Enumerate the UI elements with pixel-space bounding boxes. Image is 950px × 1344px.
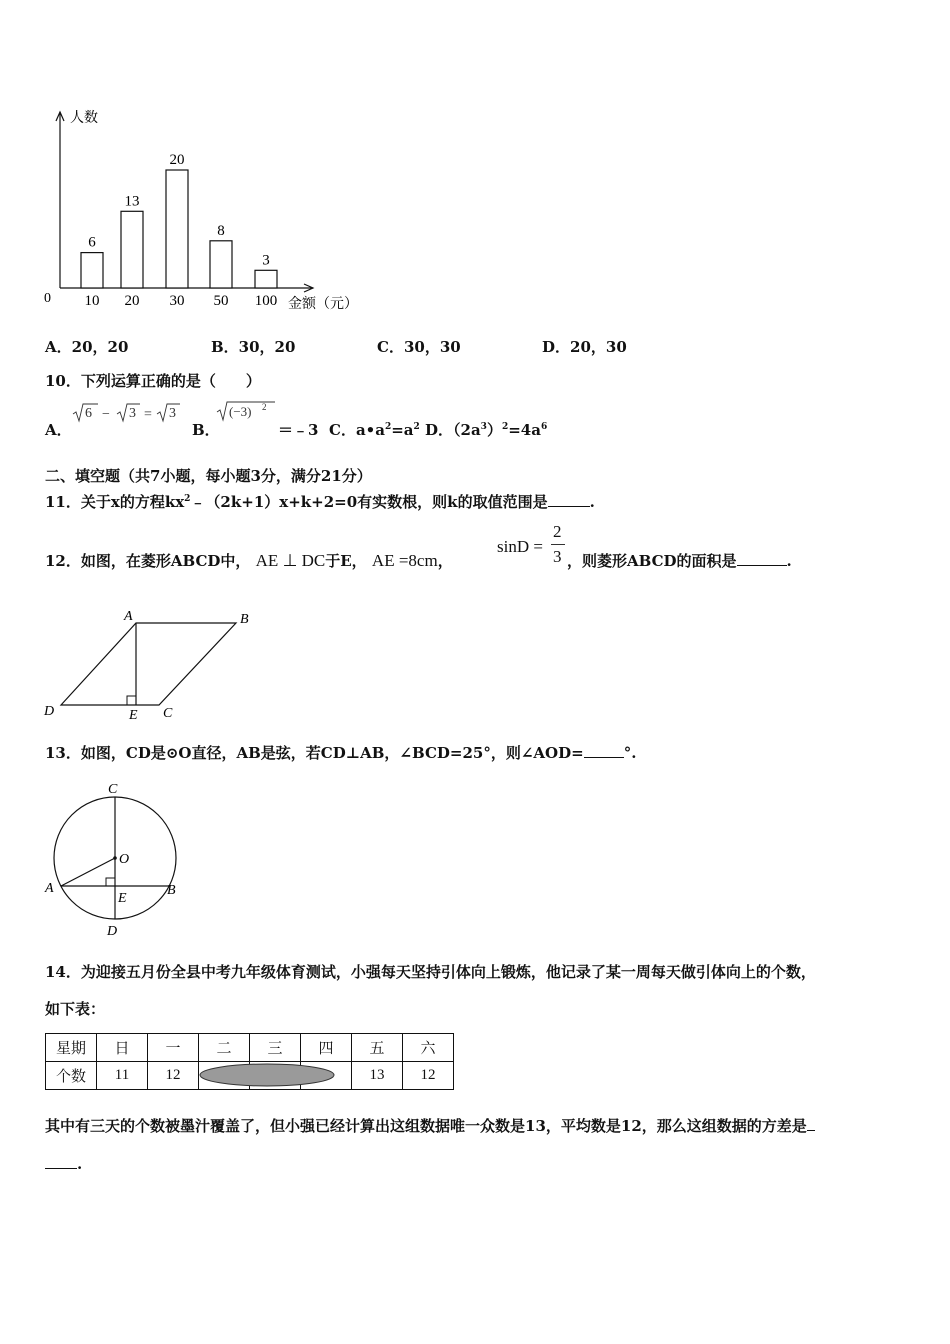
bar <box>81 253 103 288</box>
table-cell: 13 <box>352 1062 403 1090</box>
answer-blank <box>548 492 590 507</box>
label-c: C <box>108 782 118 797</box>
table-cell: 六 <box>403 1034 454 1062</box>
svg-text:3: 3 <box>169 406 176 421</box>
x-tick-label: 20 <box>124 293 140 309</box>
q9-option-c: C．30，30 <box>377 338 461 356</box>
q10-option-b-label: B． <box>192 421 220 439</box>
q9-option-a: A．20，20 <box>45 338 129 356</box>
bar <box>121 211 143 288</box>
bar <box>210 241 232 288</box>
sqrt-expression-b <box>215 398 277 426</box>
x-tick-label: 100 <box>254 293 278 309</box>
table-cell: 12 <box>148 1062 199 1090</box>
q12-fraction-num: 2 <box>553 522 562 541</box>
x-tick-label: 30 <box>169 293 185 309</box>
bar-value-label: 6 <box>88 234 96 251</box>
q9-option-d: D．20，30 <box>542 338 627 356</box>
table-cell: 星期 <box>46 1034 97 1062</box>
x-tick-label: 10 <box>84 293 100 309</box>
q12-text-tail: ，则菱形ABCD的面积是 . <box>567 552 792 570</box>
bar-value-label: 8 <box>217 222 225 239</box>
table-cell: 日 <box>97 1034 148 1062</box>
table-cell: 12 <box>403 1062 454 1090</box>
q9-option-b: B．30，20 <box>211 338 296 356</box>
q12-fraction-den: 3 <box>553 547 562 566</box>
answer-blank <box>737 551 787 566</box>
q12-fraction-bar <box>551 544 565 545</box>
table-cell: 二 <box>199 1034 250 1062</box>
label-b: B <box>167 883 176 898</box>
table-cell: 一 <box>148 1034 199 1062</box>
svg-text:(−3): (−3) <box>229 404 252 419</box>
svg-text:=: = <box>144 407 152 422</box>
bar-value-label: 20 <box>169 152 185 168</box>
sqrt-expression-a <box>70 400 180 426</box>
label-a: A <box>45 881 54 896</box>
label-a: A <box>124 609 133 624</box>
q10-option-c: C．$a•a^2=a^2$ <box>329 421 420 439</box>
x-tick-label: 50 <box>213 293 229 309</box>
table-cell: 11 <box>97 1062 148 1090</box>
q12-text: 12．如图，在菱形ABCD中， AE ⊥ DC于E， AE =8cm， <box>45 551 453 570</box>
label-d: D <box>107 924 118 939</box>
origin-label: 0 <box>44 291 51 306</box>
table-cell: 五 <box>352 1034 403 1062</box>
bar-value-label: 3 <box>262 252 270 269</box>
section-heading: 二、填空题（共7小题，每小题3分，满分21分） <box>45 467 372 485</box>
q13-text: 13．如图，CD是⊙O直径，AB是弦，若CD⊥AB，∠BCD=25°，则∠AOD= °. <box>45 744 637 762</box>
table-cell: 个数 <box>46 1062 97 1090</box>
rhombus-figure <box>40 605 270 725</box>
label-e: E <box>118 891 127 906</box>
label-o: O <box>119 852 130 867</box>
q10-stem: 10．下列运算正确的是（ ） <box>45 372 261 390</box>
bar-chart <box>30 100 380 320</box>
answer-blank <box>45 1154 77 1169</box>
answer-blank <box>584 743 624 758</box>
q10-option-a-label: A． <box>45 421 72 439</box>
label-d: D <box>44 704 55 719</box>
chart-layer <box>44 109 358 312</box>
svg-text:3: 3 <box>129 406 136 421</box>
q14-after: 其中有三天的个数被墨汁覆盖了，但小强已经计算出这组数据唯一众数是13，平均数是12，那么这组数据的方差是 <box>45 1115 815 1136</box>
q12-sin-label: sinD = <box>497 537 543 556</box>
svg-text:6: 6 <box>85 406 92 421</box>
table-cell: 三 <box>250 1034 301 1062</box>
label-e: E <box>129 708 138 723</box>
ink-blot <box>195 1061 345 1091</box>
q14-line1: 14．为迎接五月份全县中考九年级体育测试，小强每天坚持引体向上锻炼，他记录了某一周每天做引体向上的个数， <box>45 963 816 981</box>
table-cell: 四 <box>301 1034 352 1062</box>
label-c: C <box>163 706 173 721</box>
bar-value-label: 13 <box>124 193 140 210</box>
y-axis-label: 人数 <box>70 110 98 126</box>
svg-text:2: 2 <box>262 402 267 412</box>
bar <box>166 170 188 288</box>
q14-line2: 如下表： <box>45 1000 106 1018</box>
x-axis-label: 金额（元） <box>288 296 358 312</box>
answer-blank <box>807 1116 815 1131</box>
table-header-row <box>46 1034 454 1062</box>
q14-end: . <box>45 1154 82 1173</box>
label-b: B <box>240 612 249 627</box>
circle-figure <box>40 778 185 940</box>
q10-option-d: D．$(2a^3)^2=4a^6$ <box>425 421 548 439</box>
svg-text:−: − <box>102 407 110 422</box>
q11-text: 11．关于x的方程$kx^2﹣(2k+1)x+k+2=0$有实数根，则k的取值范围是 . <box>45 493 595 511</box>
bar <box>255 270 277 288</box>
q10-option-b-tail: ＝﹣3 <box>278 421 319 439</box>
